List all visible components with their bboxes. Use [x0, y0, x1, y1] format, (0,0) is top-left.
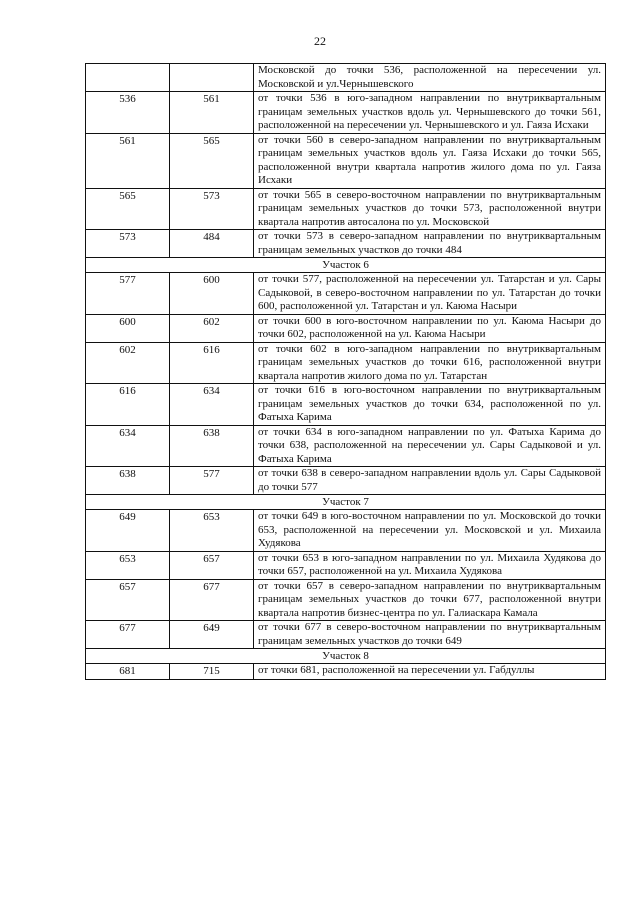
boundary-description-cell: от точки 600 в юго-восточном направлении по ул. Каюма Насыри до точки 602, расположенной на ул. Каюма Насыри	[254, 314, 606, 342]
boundary-description-cell: от точки 602 в юго-западном направлении по внутриквартальным границам земельных участков до точки 616, расположенной внутри квартала напротив жилого дома по ул. Татарстан	[254, 342, 606, 384]
boundary-description-cell: Московской до точки 536, расположенной на пересечении ул. Московской и ул.Чернышевского	[254, 64, 606, 92]
to-point-cell: 649	[170, 621, 254, 649]
boundary-description-cell: от точки 638 в северо-западном направлении вдоль ул. Сары Садыковой до точки 577	[254, 467, 606, 495]
to-point-cell: 484	[170, 230, 254, 258]
table-row	[86, 664, 606, 680]
boundary-description-cell: от точки 560 в северо-западном направлении по внутриквартальным границам земельных участков вдоль ул. Гаяза Исхаки до точки 565, расположенной внутри квартала напротив жилого дома по ул. Гаяза Исхаки	[254, 133, 606, 188]
table-row	[86, 92, 606, 134]
table-row	[86, 551, 606, 579]
to-point-cell: 653	[170, 510, 254, 552]
from-point-cell: 649	[86, 510, 170, 552]
from-point-cell: 681	[86, 664, 170, 680]
table-body	[86, 64, 606, 680]
to-point-cell: 677	[170, 579, 254, 621]
boundary-description-cell: от точки 565 в северо-восточном направлении по внутриквартальным границам земельных участков до точки 573, расположенной внутри квартала напротив автосалона по ул. Московской	[254, 188, 606, 230]
from-point-cell: 634	[86, 425, 170, 467]
from-point-cell: 565	[86, 188, 170, 230]
table-row	[86, 384, 606, 426]
to-point-cell: 602	[170, 314, 254, 342]
boundary-description-cell: от точки 677 в северо-восточном направлении по внутриквартальным границам земельных участков до точки 649	[254, 621, 606, 649]
section-title: Участок 7	[86, 495, 606, 510]
table-row	[86, 342, 606, 384]
boundary-description-cell: от точки 681, расположенной на пересечении ул. Габдуллы	[254, 664, 606, 680]
from-point-cell: 577	[86, 273, 170, 315]
from-point-cell: 573	[86, 230, 170, 258]
from-point-cell: 616	[86, 384, 170, 426]
to-point-cell: 573	[170, 188, 254, 230]
section-title: Участок 8	[86, 649, 606, 664]
table-row	[86, 425, 606, 467]
to-point-cell: 616	[170, 342, 254, 384]
section-header-row	[86, 495, 606, 510]
table-row	[86, 510, 606, 552]
table-row	[86, 579, 606, 621]
from-point-cell: 653	[86, 551, 170, 579]
boundary-description-cell: от точки 634 в юго-западном направлении по ул. Фатыха Карима до точки 638, расположенной на пересечении ул. Сары Садыковой и ул. Фатыха Карима	[254, 425, 606, 467]
from-point-cell: 536	[86, 92, 170, 134]
to-point-cell: 634	[170, 384, 254, 426]
from-point-cell: 657	[86, 579, 170, 621]
section-header-row	[86, 258, 606, 273]
boundary-description-cell: от точки 653 в юго-западном направлении по ул. Михаила Худякова до точки 657, расположенной на ул. Михаила Худякова	[254, 551, 606, 579]
boundary-table	[85, 63, 606, 680]
table-row	[86, 188, 606, 230]
to-point-cell	[170, 64, 254, 92]
page-number: 22	[314, 34, 326, 48]
to-point-cell: 565	[170, 133, 254, 188]
from-point-cell: 602	[86, 342, 170, 384]
from-point-cell: 600	[86, 314, 170, 342]
section-header-row	[86, 649, 606, 664]
to-point-cell: 657	[170, 551, 254, 579]
from-point-cell: 561	[86, 133, 170, 188]
boundary-description-cell: от точки 649 в юго-восточном направлении по ул. Московской до точки 653, расположенной на пересечении ул. Московской и ул. Михаила Худякова	[254, 510, 606, 552]
table-row	[86, 621, 606, 649]
section-title: Участок 6	[86, 258, 606, 273]
to-point-cell: 577	[170, 467, 254, 495]
to-point-cell: 600	[170, 273, 254, 315]
boundary-description-cell: от точки 657 в северо-западном направлении по внутриквартальным границам земельных участков до точки 677, расположенной внутри квартала напротив бизнес-центра по ул. Галиаскара Камала	[254, 579, 606, 621]
table-row	[86, 467, 606, 495]
to-point-cell: 638	[170, 425, 254, 467]
table-row	[86, 273, 606, 315]
from-point-cell	[86, 64, 170, 92]
table-row	[86, 133, 606, 188]
table-row	[86, 314, 606, 342]
from-point-cell: 677	[86, 621, 170, 649]
boundary-description-cell: от точки 616 в юго-восточном направлении по внутриквартальным границам земельных участков до точки 634, расположенной по ул. Фатыха Карима	[254, 384, 606, 426]
to-point-cell: 715	[170, 664, 254, 680]
boundary-description-cell: от точки 577, расположенной на пересечении ул. Татарстан и ул. Сары Садыковой, в северо-восточном направлении по ул. Татарстан до точки 600, расположенной ул. Татарстан и ул. Каюма Насыри	[254, 273, 606, 315]
table-row	[86, 64, 606, 92]
table-row	[86, 230, 606, 258]
from-point-cell: 638	[86, 467, 170, 495]
to-point-cell: 561	[170, 92, 254, 134]
boundary-description-cell: от точки 536 в юго-западном направлении по внутриквартальным границам земельных участков вдоль ул. Чернышевского до точки 561, расположенной на пересечении ул. Чернышевского и ул. Гаяза Исхаки	[254, 92, 606, 134]
boundary-description-cell: от точки 573 в северо-западном направлении по внутриквартальным границам земельных участков до точки 484	[254, 230, 606, 258]
